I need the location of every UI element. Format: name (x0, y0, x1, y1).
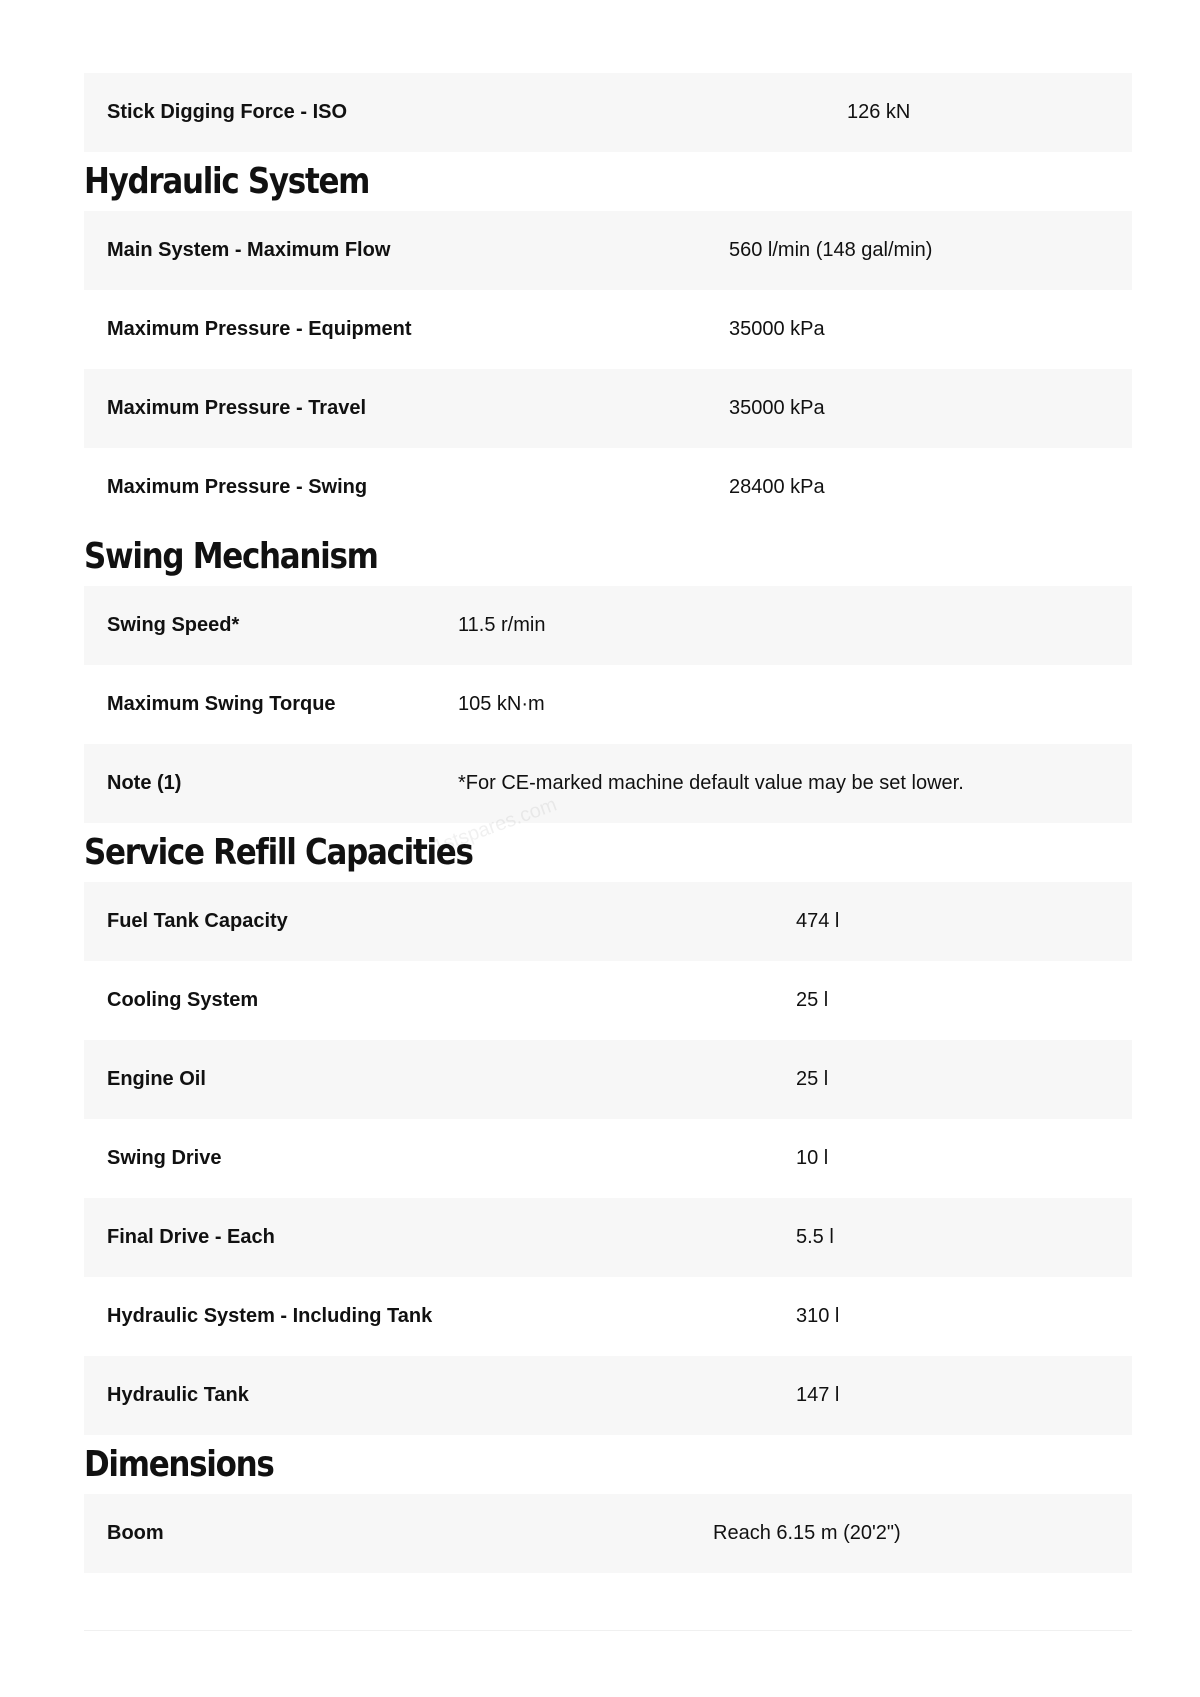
dimensions-table (84, 1494, 1132, 1573)
table-row (84, 211, 1132, 290)
spec-value: Reach 6.15 m (20'2") (713, 1494, 1132, 1573)
table-row (84, 961, 1132, 1040)
spec-value: 28400 kPa (729, 448, 1132, 527)
section-title-hydraulic: Hydraulic System (84, 161, 370, 202)
table-row (84, 1119, 1132, 1198)
divider (84, 1630, 1132, 1631)
spec-value: 35000 kPa (729, 369, 1132, 448)
spec-value: 25 l (796, 961, 1132, 1040)
spec-value: 560 l/min (148 gal/min) (729, 211, 1132, 290)
spec-value: 5.5 l (796, 1198, 1132, 1277)
table-row (84, 290, 1132, 369)
spec-label: Swing Speed* (84, 586, 458, 665)
spec-label: Final Drive - Each (84, 1198, 796, 1277)
table-row (84, 1356, 1132, 1435)
swing-table (84, 586, 1132, 823)
section-title-dimensions: Dimensions (84, 1444, 274, 1485)
spec-label: Maximum Pressure - Swing (84, 448, 729, 527)
spec-label: Maximum Pressure - Equipment (84, 290, 729, 369)
spec-value: 474 l (796, 882, 1132, 961)
service-table (84, 882, 1132, 1435)
spec-value: 35000 kPa (729, 290, 1132, 369)
top-spec-table (84, 73, 1132, 152)
spec-label: Hydraulic System - Including Tank (84, 1277, 796, 1356)
spec-label: Cooling System (84, 961, 796, 1040)
table-row (84, 882, 1132, 961)
hydraulic-table (84, 211, 1132, 527)
section-title-swing: Swing Mechanism (84, 536, 378, 577)
spec-value: 11.5 r/min (458, 586, 1132, 665)
table-row (84, 586, 1132, 665)
spec-label: Maximum Pressure - Travel (84, 369, 729, 448)
watermark: 1stspares.com (430, 793, 560, 859)
table-row (84, 1198, 1132, 1277)
spec-value: 25 l (796, 1040, 1132, 1119)
table-row (84, 1494, 1132, 1573)
spec-value: *For CE-marked machine default value may be set lower. (458, 744, 1132, 823)
spec-value: 126 kN (847, 73, 1132, 152)
spec-value: 310 l (796, 1277, 1132, 1356)
section-title-service: Service Refill Capacities (84, 832, 473, 873)
table-row (84, 448, 1132, 527)
spec-label: Hydraulic Tank (84, 1356, 796, 1435)
table-row (84, 73, 1132, 152)
spec-label: Boom (84, 1494, 713, 1573)
spec-label: Main System - Maximum Flow (84, 211, 729, 290)
table-row (84, 1040, 1132, 1119)
spec-value: 147 l (796, 1356, 1132, 1435)
spec-sheet (84, 73, 1132, 1573)
spec-label: Maximum Swing Torque (84, 665, 458, 744)
spec-label: Engine Oil (84, 1040, 796, 1119)
spec-label: Stick Digging Force - ISO (84, 73, 847, 152)
table-row (84, 1277, 1132, 1356)
table-row (84, 744, 1132, 823)
table-row (84, 665, 1132, 744)
spec-label: Fuel Tank Capacity (84, 882, 796, 961)
table-row (84, 369, 1132, 448)
spec-value: 10 l (796, 1119, 1132, 1198)
spec-label: Note (1) (84, 744, 458, 823)
spec-value: 105 kN·m (458, 665, 1132, 744)
spec-label: Swing Drive (84, 1119, 796, 1198)
